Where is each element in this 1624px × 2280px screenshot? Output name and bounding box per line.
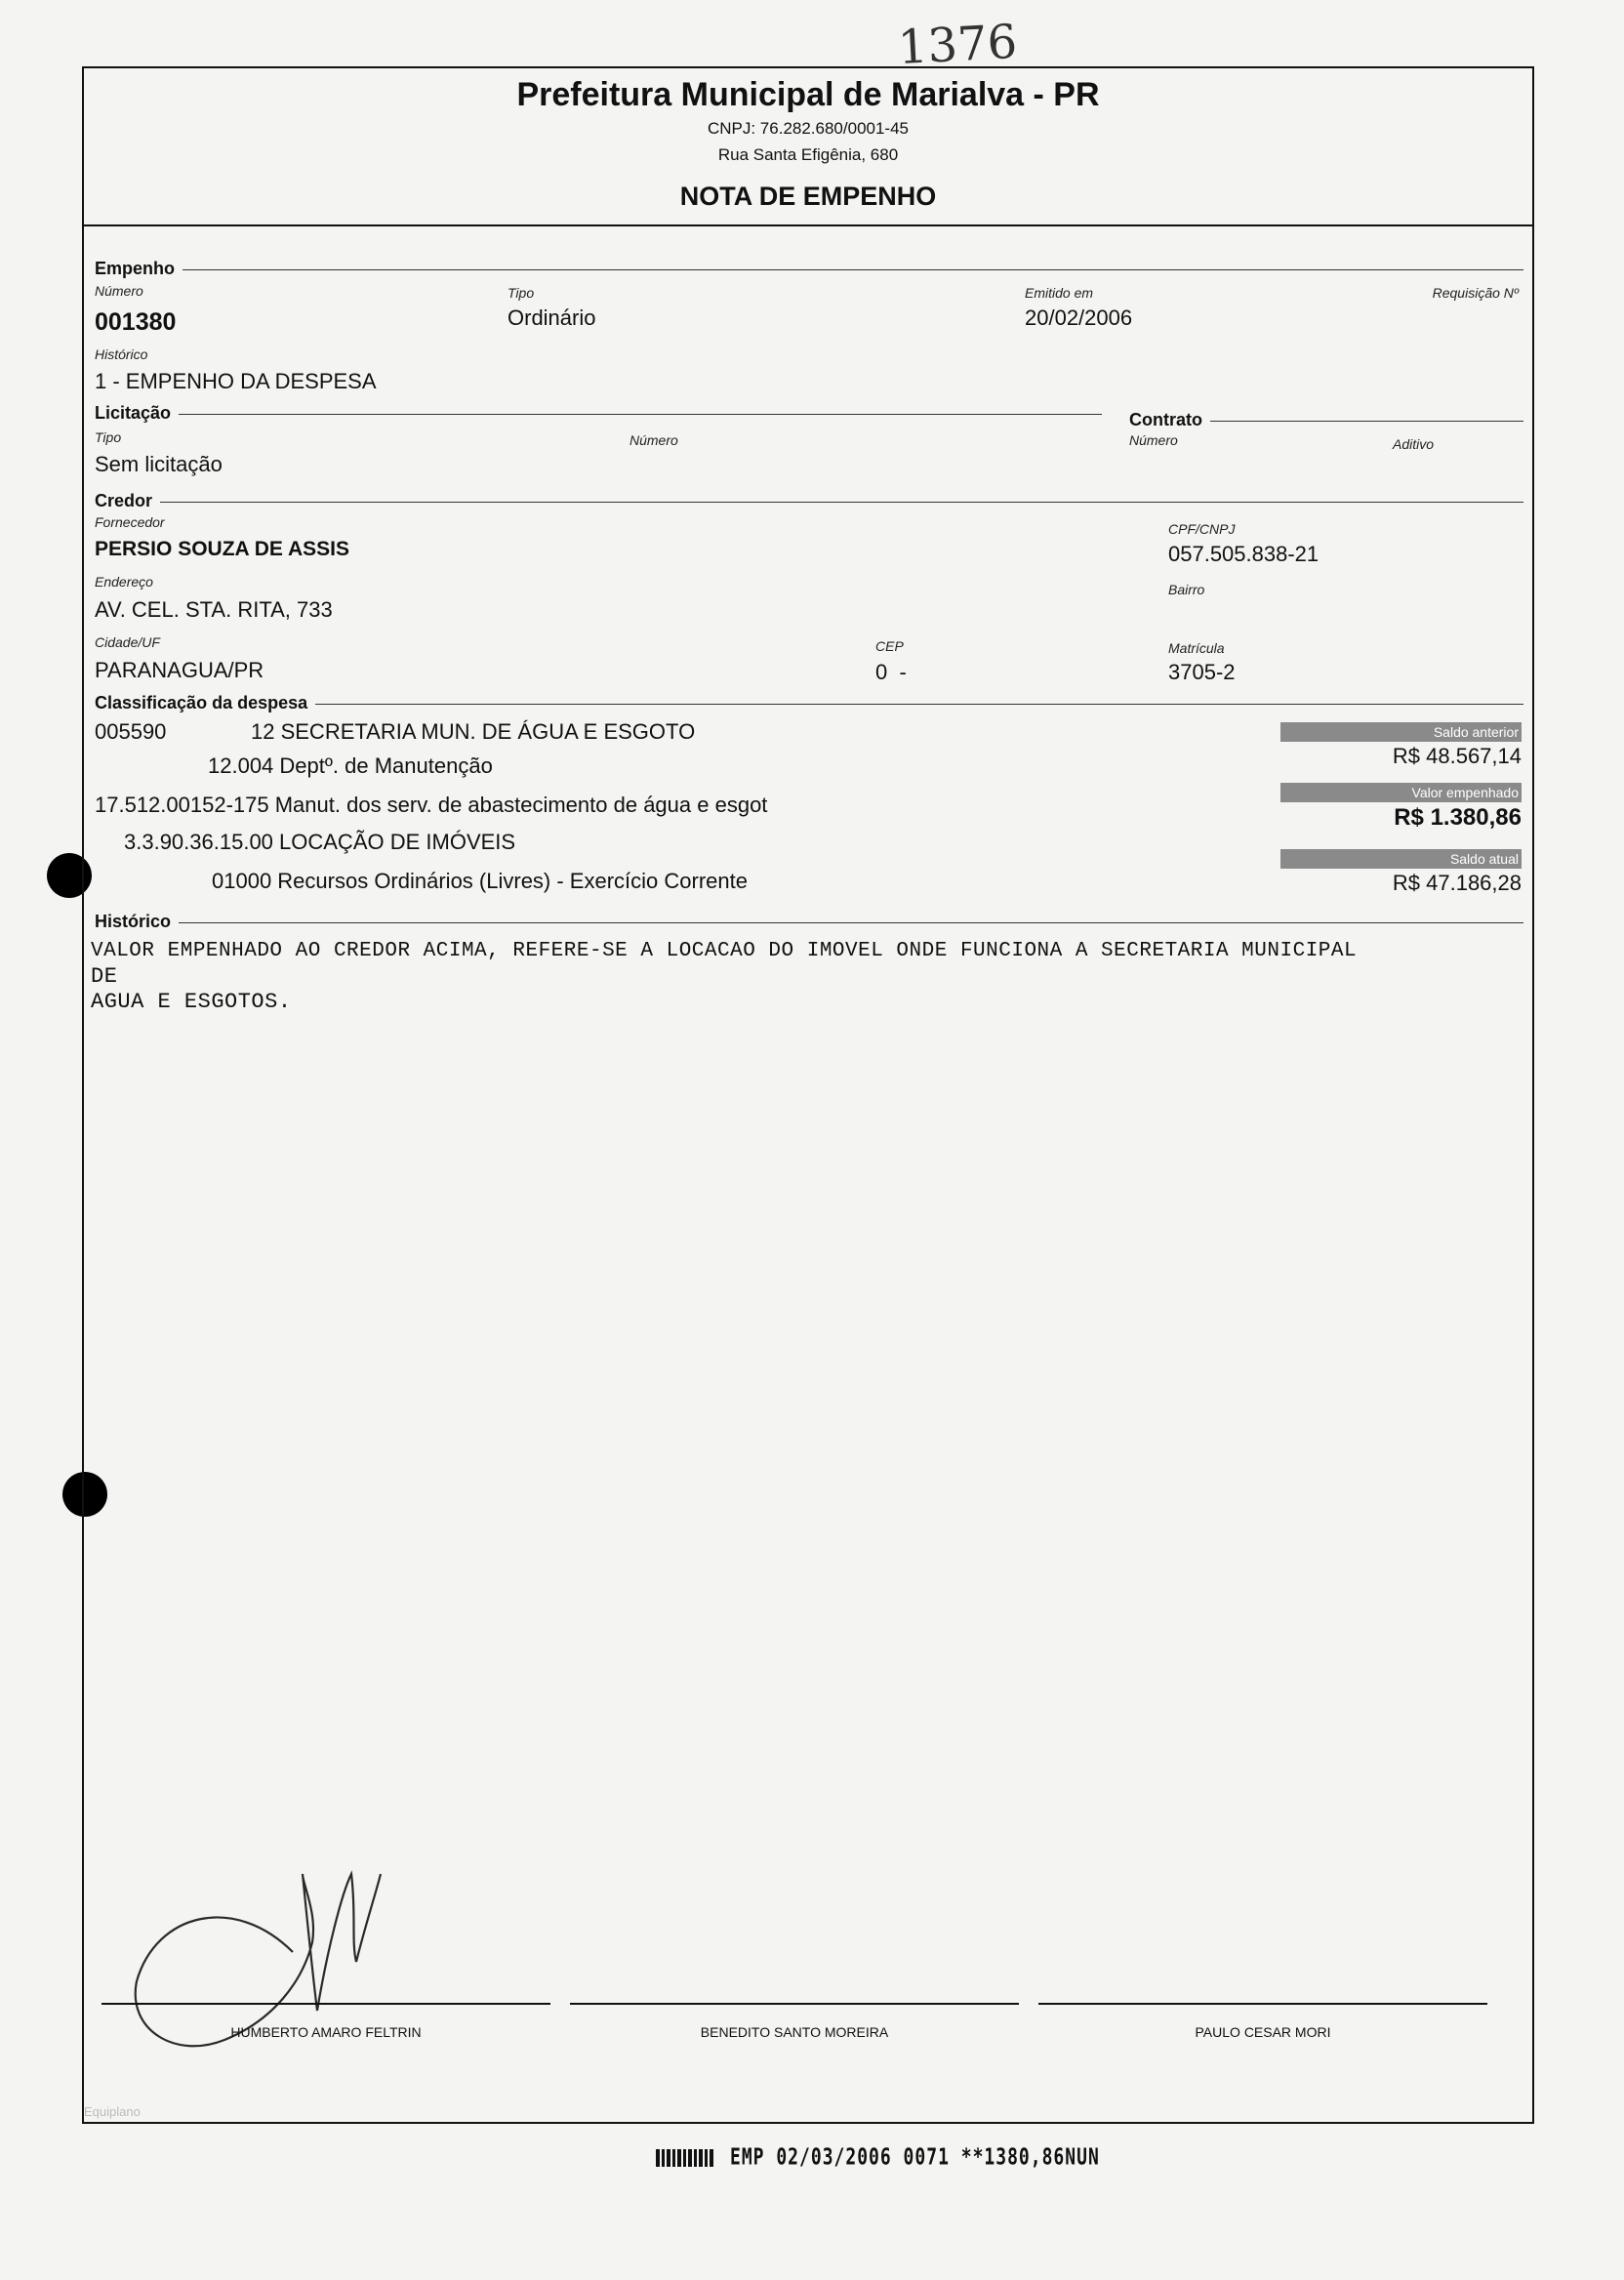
contrato-numero-label: Número [1129,432,1178,448]
credor-fornecedor-label: Fornecedor [95,514,165,530]
saldo-anterior-label: Saldo anterior [1280,722,1522,742]
historico-line-3: AGUA E ESGOTOS. [91,990,292,1014]
credor-endereco: AV. CEL. STA. RITA, 733 [95,597,333,622]
signature-line-3 [1038,2003,1487,2005]
licitacao-tipo-label: Tipo [95,429,122,445]
classificacao-funcional: 17.512.00152-175 Manut. dos serv. de abastecimento de água e esgot [95,793,768,817]
section-classificacao-label: Classificação da despesa [95,693,308,712]
stamp-text: EMP 02/03/2006 0071 **1380,86NUN [730,2143,1100,2172]
empenho-tipo-label: Tipo [508,285,535,301]
licitacao-numero-label: Número [629,432,678,448]
section-contrato [1129,410,1523,430]
historico-line-2: DE [91,964,118,989]
credor-cpf: 057.505.838-21 [1168,542,1320,566]
empenho-historico: 1 - EMPENHO DA DESPESA [95,369,377,393]
section-classificacao [95,693,1523,713]
empenho-numero-label: Número [95,283,143,299]
signature-line-1 [102,2003,550,2005]
classificacao-recurso: 01000 Recursos Ordinários (Livres) - Exercício Corrente [212,869,748,893]
credor-cep: 0 - [875,660,907,684]
empenho-emitido-label: Emitido em [1025,285,1094,301]
section-credor-label: Credor [95,491,153,510]
credor-cidade-label: Cidade/UF [95,634,160,650]
credor-matricula-label: Matrícula [1168,640,1225,656]
credor-fornecedor: PERSIO SOUZA DE ASSIS [95,538,349,560]
section-licitacao-label: Licitação [95,403,172,423]
section-licitacao [95,403,1102,424]
empenho-requisicao-label: Requisição Nº [1432,285,1519,301]
classificacao-elemento: 3.3.90.36.15.00 LOCAÇÃO DE IMÓVEIS [124,830,516,854]
classificacao-unidade: 12.004 Deptº. de Manutenção [208,753,493,778]
saldo-atual-label: Saldo atual [1280,849,1522,869]
credor-bairro-label: Bairro [1168,582,1205,597]
header-cnpj: CNPJ: 76.282.680/0001-45 [707,119,910,138]
classificacao-orgao: 12 SECRETARIA MUN. DE ÁGUA E ESGOTO [251,719,696,744]
signature-name-3: PAULO CESAR MORI [1195,2024,1331,2040]
credor-matricula: 3705-2 [1168,660,1236,684]
document-type: NOTA DE EMPENHO [679,182,937,211]
authentication-stamp [656,2143,1100,2172]
saldo-atual-value: R$ 47.186,28 [1392,871,1522,895]
valor-empenhado-label: Valor empenhado [1280,783,1522,802]
handwritten-page-number: 1376 [896,14,1019,76]
footer-software-name: Equiplano [84,2104,141,2119]
credor-cpf-label: CPF/CNPJ [1168,521,1236,537]
handwritten-signature [117,1835,410,2089]
section-empenho-label: Empenho [95,259,176,278]
classificacao-codigo: 005590 [95,719,167,744]
section-contrato-label: Contrato [1129,410,1202,429]
empenho-numero: 001380 [95,308,177,336]
historico-line-1: VALOR EMPENHADO AO CREDOR ACIMA, REFERE-SE A LOCACAO DO IMOVEL ONDE FUNCIONA A SECRETARIA MUNICIPAL [91,940,1358,962]
section-historico [95,912,1523,932]
section-historico-label: Histórico [95,912,172,931]
valor-empenhado-value: R$ 1.380,86 [1394,804,1522,831]
section-empenho [95,259,1523,279]
empenho-tipo: Ordinário [508,305,596,330]
licitacao-tipo: Sem licitação [95,452,223,476]
saldo-anterior-value: R$ 48.567,14 [1392,744,1522,768]
empenho-historico-label: Histórico [95,346,148,362]
header-divider [82,224,1534,226]
header-address: Rua Santa Efigênia, 680 [717,145,899,164]
signature-name-1: HUMBERTO AMARO FELTRIN [230,2024,422,2040]
signature-name-2: BENEDITO SANTO MOREIRA [700,2024,889,2040]
credor-cep-label: CEP [875,638,904,654]
stamp-barcode-icon [656,2149,714,2167]
page-title: Prefeitura Municipal de Marialva - PR [516,76,1100,113]
contrato-aditivo-label: Aditivo [1393,436,1435,452]
credor-endereco-label: Endereço [95,574,153,590]
empenho-emitido: 20/02/2006 [1025,305,1133,330]
credor-cidade: PARANAGUA/PR [95,658,264,682]
section-credor [95,491,1523,511]
signature-line-2 [570,2003,1019,2005]
